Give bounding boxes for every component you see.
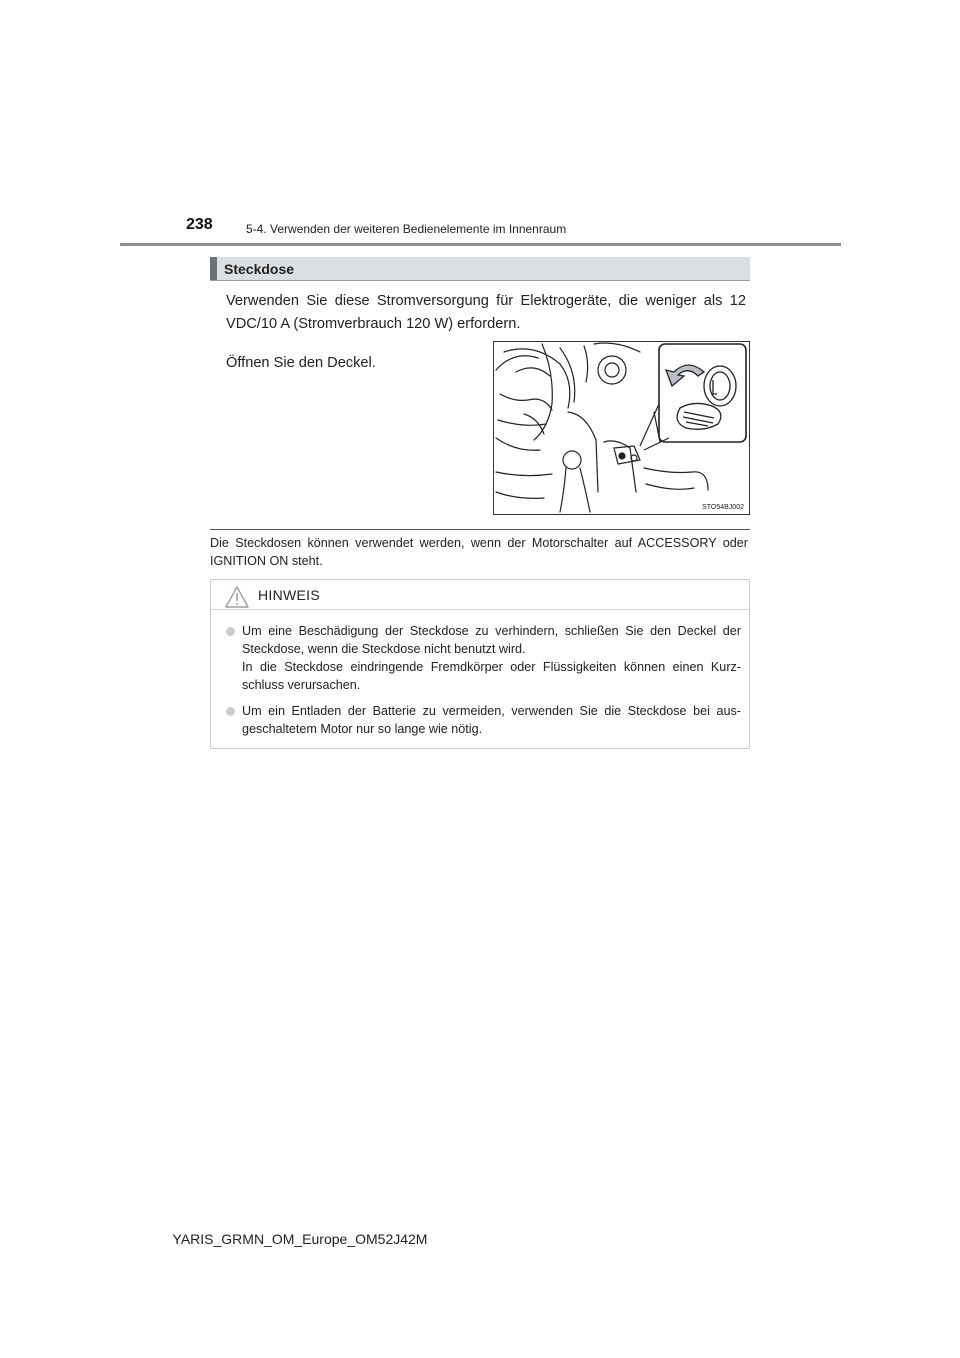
list-item-line: Um eine Beschädigung der Steckdose zu verhindern, schließen Sie den Deckel der Steckdose, wenn die Steckdose nicht benutzt wird.	[242, 624, 741, 656]
warning-triangle-icon	[225, 586, 249, 608]
hinweis-list	[211, 622, 749, 746]
section-title: Steckdose	[224, 261, 295, 277]
bullet-dot-icon	[226, 627, 235, 636]
title-marker	[210, 257, 217, 280]
section-title-bar	[210, 257, 750, 281]
list-item	[211, 622, 749, 694]
intro-text: Verwenden Sie diese Stromversorgung für Elektrogeräte, die weniger als 12 VDC/10 A (Stromverbrauch 120 W) erfordern.	[226, 293, 746, 332]
list-item	[211, 702, 749, 738]
bullet-dot-icon	[226, 707, 235, 716]
illustration	[493, 341, 750, 515]
hinweis-header	[211, 580, 749, 610]
note-text: Die Steckdosen können verwendet werden, wenn der Motorschalter auf ACCESSORY oder IGNITION ON steht.	[210, 536, 748, 568]
hinweis-box	[210, 579, 750, 749]
step-text: Öffnen Sie den Deckel.	[226, 355, 376, 371]
footer-document-id: YARIS_GRMN_OM_Europe_OM52J42M	[172, 1231, 428, 1247]
page-number: 238	[186, 216, 213, 233]
note-rule	[210, 529, 750, 530]
list-item-line: In die Steckdose eindringende Fremdkörper oder Flüssigkeiten können einen Kurz-schluss verursachen.	[242, 660, 741, 692]
running-header: 5-4. Verwenden der weiteren Bedienelemente im Innenraum	[246, 222, 567, 236]
figure-code: STO54BJ002	[702, 504, 744, 511]
power-outlet-illustration	[494, 342, 749, 514]
list-item-line: Um ein Entladen der Batterie zu vermeiden, verwenden Sie die Steckdose bei aus-geschaltetem Motor nur so lange wie nötig.	[242, 704, 741, 736]
hinweis-title: HINWEIS	[258, 587, 320, 603]
header-rule	[120, 243, 841, 246]
